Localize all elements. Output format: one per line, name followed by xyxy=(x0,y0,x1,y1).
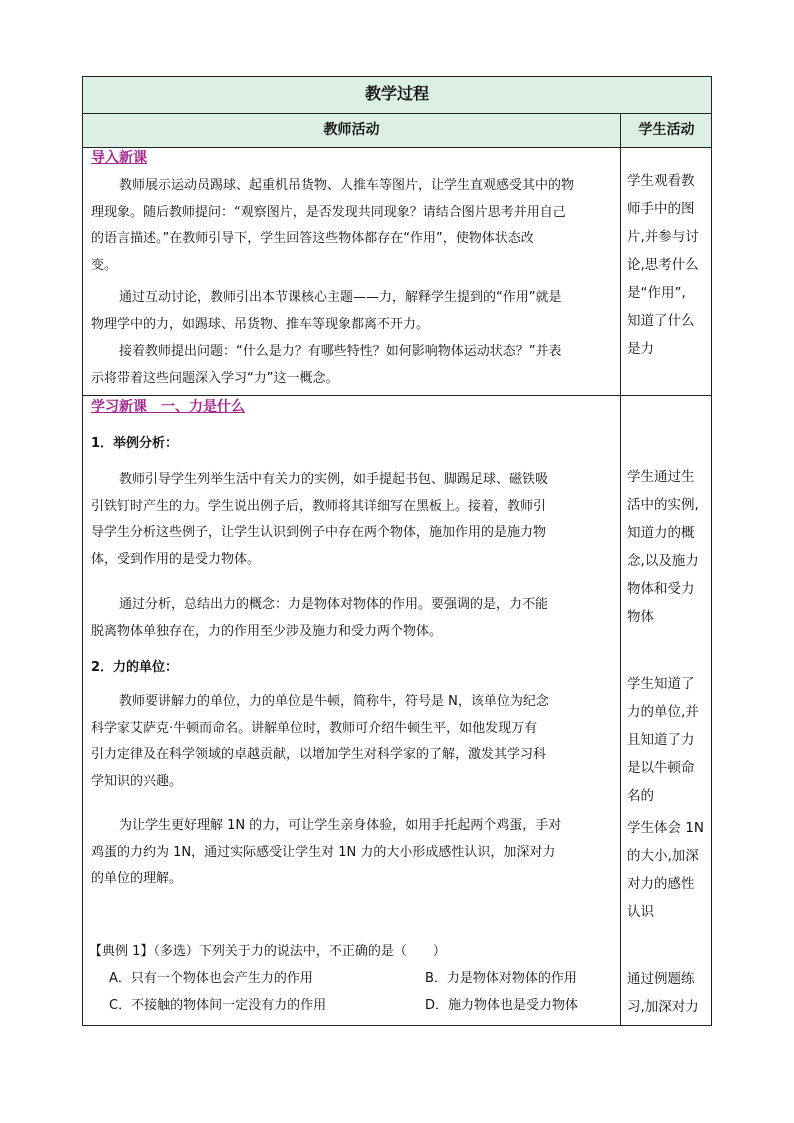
intro-student-activity: 学生观看教 师手中的图 片,并参与讨 论,思考什么 是“作用”, 知道了什么 是力 xyxy=(627,173,699,357)
example-student-activity: 通过例题练 习,加深对力 xyxy=(627,971,699,1015)
example-option-c: C．不接触的物体间一定没有力的作用 xyxy=(109,998,327,1013)
lesson-heading: 学习新课 一、力是什么 xyxy=(91,399,245,415)
subsection-2-student-activity-b: 学生体会 1N 的大小,加深 对力的感性 认识 xyxy=(627,820,704,920)
subsection-1-paragraph-2: 通过分析，总结出力的概念：力是物体对物体的作用。要强调的是，力不能 脱离物体单独存在，力的作用至少涉及施力和受力两个物体。 xyxy=(91,597,549,639)
row-divider xyxy=(83,147,711,148)
subsection-1-student-activity: 学生通过生 活中的实例, 知道力的概 念,以及施力 物体和受力 物体 xyxy=(627,469,699,625)
intro-heading: 导入新课 xyxy=(91,150,147,166)
subsection-2-paragraph-1: 教师要讲解力的单位，力的单位是牛顿，简称牛，符号是 N，该单位为纪念 科学家艾萨克·牛顿而命名。讲解单位时，教师可介绍牛顿生平，如他发现万有 引力定律及在科学领域的卓越贡献，以增加学生对科学家的了解，激发其学习科 学知识的兴趣。 xyxy=(91,694,549,789)
subsection-2-paragraph-2: 为让学生更好理解 1N 的力，可让学生亲身体验，如用手托起两个鸡蛋，手对 鸡蛋的力约为 1N，通过实际感受让学生对 1N 力的大小形成感性认识，加深对力 的单位的理解。 xyxy=(91,818,562,886)
subsection-1-paragraph-1: 教师引导学生列举生活中有关力的实例，如手提起书包、脚踢足球、磁铁吸 引铁钉时产生的力。学生说出例子后，教师将其详细写在黑板上。接着，教师引 导学生分析这些例子，让学生认识到例子中存在两个物体，施加作用的是施力物 体，受到作用的是受力物体。 xyxy=(91,472,549,567)
teaching-process-table xyxy=(82,76,712,1026)
subsection-1-title: 1．举例分析： xyxy=(91,436,179,451)
teacher-activity-header: 教师活动 xyxy=(323,122,380,138)
row-divider xyxy=(83,113,711,114)
intro-paragraph-3: 接着教师提出问题：“什么是力？有哪些特性？如何影响物体运动状态？”并表 示将带着这些问题深入学习“力”这一概念。 xyxy=(91,344,562,386)
subsection-2-title: 2．力的单位： xyxy=(91,660,179,675)
intro-paragraph-2: 通过互动讨论，教师引出本节课核心主题——力，解释学生提到的“作用”就是 物理学中的力，如踢球、吊货物、推车等现象都离不开力。 xyxy=(91,290,562,332)
table-title: 教学过程 xyxy=(364,84,429,103)
example-option-a: A．只有一个物体也会产生力的作用 xyxy=(109,971,313,986)
example-option-d: D．施力物体也是受力物体 xyxy=(425,998,579,1013)
intro-paragraph-1: 教师展示运动员踢球、起重机吊货物、人推车等图片，让学生直观感受其中的物 理现象。随后教师提问：“观察图片，是否发现共同现象？请结合图片思考并用自己 的语言描述。”在教师引导下，学生回答这些物体都存在“作用”，使物体状态改 变。 xyxy=(91,178,575,273)
example-option-b: B．力是物体对物体的作用 xyxy=(425,971,577,986)
column-divider xyxy=(620,114,621,1025)
example-question-stem: 【典例 1】（多选）下列关于力的说法中，不正确的是（ ） xyxy=(89,944,446,959)
student-activity-header: 学生活动 xyxy=(638,122,695,138)
subsection-2-student-activity-a: 学生知道了 力的单位,并 且知道了力 是以牛顿命 名的 xyxy=(627,676,699,804)
